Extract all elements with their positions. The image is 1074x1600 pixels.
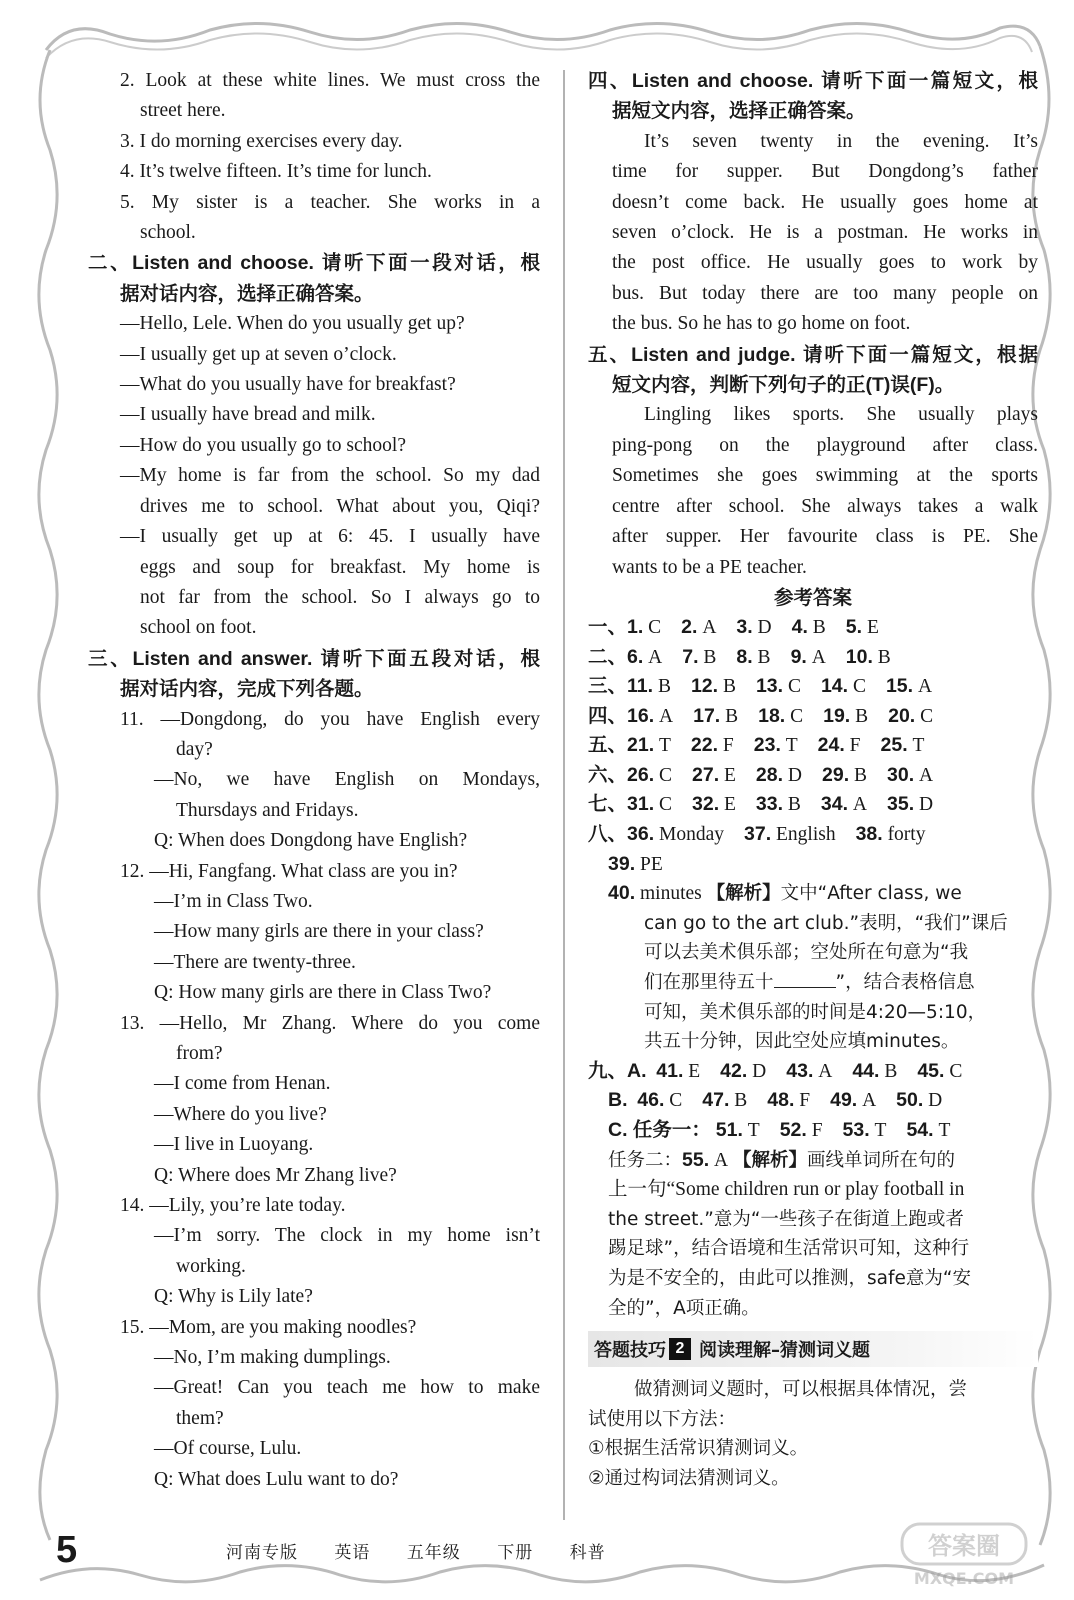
page-number: 5 [56, 1529, 78, 1571]
answer-number: 24. [817, 734, 845, 757]
answer-number: 16. [627, 704, 655, 727]
answer-number: 52. [779, 1119, 807, 1141]
question-line: Q: What does Lulu want to do? [154, 1468, 399, 1490]
answer-row [588, 643, 1038, 673]
section-heading: 据对话内容，完成下列各题。 [120, 678, 374, 701]
answer-number: 33. [755, 793, 784, 816]
question-line: —I come from Henan. [154, 1073, 331, 1095]
answer-value: B [855, 705, 869, 727]
question-line: Thursdays and Fridays. [176, 799, 359, 821]
answer-number: 30. [887, 763, 915, 786]
analysis-text: 文中“After class, we [780, 883, 962, 905]
question-line: 14. —Lily, you’re late today. [120, 1195, 346, 1217]
answer-number: 21. [627, 734, 655, 757]
answer-row-label: 一、 [588, 615, 628, 638]
answer-value: B [787, 794, 801, 816]
answer-row [588, 790, 1038, 820]
analysis-text: 可以去美术俱乐部；空处所在句意为“我 [644, 942, 969, 964]
answer-number: 11. [627, 675, 654, 698]
answer-number: 29. [822, 763, 850, 786]
answer-value: B [877, 646, 891, 668]
answer-value: T [912, 735, 925, 757]
answer-value: C [669, 1090, 683, 1112]
tips-line: 做猜测词义题时，可以根据具体情况，尝 [634, 1379, 968, 1401]
answer-40 [588, 879, 1038, 909]
answer-number: 12. [690, 675, 719, 698]
question-line: —I’m in Class Two. [154, 890, 313, 912]
answer-value: F [722, 735, 734, 757]
answer-number: 13. [755, 675, 784, 698]
dialogue-line: —My home is far from the school. So my dad [120, 465, 540, 487]
passage-line: seven o’clock. He is a postman. He works in [612, 222, 1038, 244]
answer-number: 36. [627, 823, 655, 846]
tips-line: ①根据生活常识猜测词义。 [588, 1438, 809, 1460]
answer-value: PE [639, 853, 663, 875]
answer-number: 5. [845, 615, 863, 638]
answer-row-label: 二、 [588, 645, 628, 668]
section-heading: 四、Listen and choose. 请听下面一篇短文，根 [588, 70, 1038, 92]
answer-value: D [918, 794, 934, 816]
passage-line: doesn’t come back. He usually goes home at [612, 191, 1038, 213]
answer-number: 53. [842, 1119, 870, 1141]
answer-value: A [918, 764, 934, 786]
answer-number: 31. [627, 793, 655, 816]
answer-value: D [928, 1090, 943, 1112]
answer-number: 4. [791, 615, 808, 638]
answer-number: 34. [820, 793, 849, 816]
answer-row-9a [588, 1057, 1038, 1087]
passage-line: wants to be a PE teacher. [612, 556, 807, 578]
question-line: Q: When does Dongdong have English? [154, 830, 468, 852]
answer-value: Monday [659, 824, 724, 846]
dialogue-line: —I usually get up at 6: 45. I usually have [120, 526, 540, 548]
footer-grade: 五年级 [406, 1543, 461, 1563]
answer-value: A [862, 1090, 877, 1112]
watermark-text: 答案圈 [928, 1532, 1000, 1560]
question-line: —Where do you live? [154, 1103, 327, 1125]
dialogue-line: eggs and soup for breakfast. My home is [140, 556, 540, 578]
answer-number: 38. [855, 823, 883, 846]
question-line: working. [176, 1255, 246, 1277]
passage-line: the post office. He usually goes to work by [612, 252, 1038, 274]
question-line: 11. —Dongdong, do you have English every [120, 708, 540, 730]
answer-value: B [657, 676, 671, 698]
answer-number: 22. [690, 734, 719, 757]
footer-edition: 河南专版 [226, 1543, 298, 1563]
answer-number: 15. [885, 675, 914, 698]
answer-value: E [866, 616, 879, 638]
question-line: —How many girls are there in your class? [154, 921, 484, 943]
answer-row [588, 613, 1038, 643]
analysis-text: 全的”，A项正确。 [608, 1297, 760, 1319]
section-heading: 五、Listen and judge. 请听下面一篇短文，根据 [588, 343, 1038, 366]
question-line: Q: How many girls are there in Class Two? [154, 982, 492, 1004]
question-line: 13. —Hello, Mr Zhang. Where do you come [120, 1012, 540, 1034]
task-label: 任务二： [608, 1149, 683, 1171]
dialogue-line: —I usually have bread and milk. [120, 404, 376, 426]
answer-number: 39. [608, 852, 636, 875]
answer-value: C [852, 676, 866, 698]
answer-number: 45. [917, 1059, 945, 1082]
watermark-logo [898, 1520, 1030, 1590]
answer-value: A [852, 794, 867, 816]
answer-number: 40. [608, 882, 636, 905]
watermark-url: MXQE.COM [913, 1569, 1015, 1588]
question-line: —No, I’m making dumplings. [154, 1347, 391, 1369]
answer-value: D [757, 616, 772, 638]
answer-row-9c [588, 1116, 1038, 1146]
answer-number: 50. [896, 1089, 924, 1112]
analysis-text: 可知，美术俱乐部的时间是4:20—5:10， [644, 1001, 987, 1023]
section-heading: 二、Listen and choose. 请听下面一段对话，根 [88, 252, 540, 275]
right-column [588, 66, 1038, 1494]
footer-subject: 英语 [334, 1543, 371, 1563]
answer-number: 55. [682, 1148, 710, 1171]
answer-value: B [853, 764, 867, 786]
text-line: street here. [140, 100, 226, 122]
passage-line: Lingling likes sports. She usually plays [644, 404, 1038, 426]
answer-row-label: 八、 [588, 823, 628, 846]
analysis-text: can go to the art club.”表明，“我们”课后 [644, 912, 1008, 934]
answer-value: C [920, 705, 934, 727]
section-heading: 据短文内容，选择正确答案。 [612, 100, 866, 123]
answer-row-label: 九、 [588, 1059, 628, 1082]
answer-number: 7. [682, 645, 699, 668]
question-line: —Of course, Lulu. [154, 1438, 302, 1460]
passage-line: Sometimes she goes swimming at the sports [612, 465, 1038, 487]
dialogue-line: —How do you usually go to school? [120, 434, 406, 456]
answer-value: C [659, 764, 673, 786]
answers-title: 参考答案 [773, 586, 852, 609]
dialogue-line: —What do you usually have for breakfast? [120, 374, 456, 396]
answer-row-label: 六、 [588, 763, 628, 786]
answer-number: 51. [715, 1119, 743, 1141]
answer-value: T [874, 1120, 887, 1141]
answer-number: 32. [692, 793, 720, 816]
answer-value: E [724, 764, 736, 786]
answer-number: 10. [845, 645, 873, 668]
answer-number: 2. [681, 615, 698, 638]
footer-publisher: 科普 [569, 1543, 606, 1563]
section-heading: 三、Listen and answer. 请听下面五段对话，根 [88, 647, 540, 670]
answer-value: F [811, 1120, 823, 1141]
answer-value: E [724, 794, 736, 816]
passage-line: after supper. Her favourite class is PE. She [612, 526, 1038, 548]
answer-number: 25. [880, 734, 908, 757]
answer-row-label: 四、 [588, 704, 628, 727]
answer-number: 23. [753, 734, 781, 757]
question-line: —No, we have English on Mondays, [154, 769, 540, 791]
text-line: school. [140, 222, 196, 244]
tips-label: 答题技巧 [594, 1340, 666, 1362]
answer-value: A [714, 1149, 729, 1171]
answer-value: B [734, 1090, 748, 1112]
tips-title: 阅读理解–猜测词义题 [699, 1340, 870, 1362]
question-line: —I live in Luoyang. [154, 1134, 314, 1156]
answer-row-9b [588, 1086, 1038, 1116]
analysis-text: 踢足球”，结合语境和生活常识可知，这种行 [608, 1238, 970, 1260]
dialogue-line: —Hello, Lele. When do you usually get up? [120, 313, 465, 335]
analysis-text: 画线单词所在句的 [806, 1149, 955, 1171]
question-line: —I’m sorry. The clock in my home isn’t [154, 1225, 540, 1247]
answer-value: T [938, 1120, 951, 1141]
question-line: —There are twenty-three. [154, 951, 356, 973]
answer-number: 48. [767, 1089, 795, 1112]
answer-value: A [811, 646, 826, 668]
answer-number: 35. [887, 793, 915, 816]
question-line: —Great! Can you teach me how to make [154, 1377, 540, 1399]
answer-number: 54. [906, 1119, 934, 1141]
answer-number: 37. [744, 823, 772, 846]
answer-value: A [659, 705, 674, 727]
answer-value: A [917, 676, 933, 698]
answer-value: English [775, 824, 836, 846]
answer-value: T [659, 735, 671, 757]
answer-number: 26. [627, 763, 655, 786]
text-line: 2. Look at these white lines. We must cross the [120, 70, 540, 91]
section-heading: 据对话内容，选择正确答案。 [120, 282, 374, 305]
answer-value: T [747, 1120, 760, 1141]
analysis-text: the street.”意为“一些孩子在街道上跑或者 [608, 1208, 964, 1230]
answer-number: 49. [830, 1089, 858, 1112]
answer-55 [588, 1146, 1038, 1176]
answer-number: 43. [786, 1059, 814, 1082]
answer-number: 19. [823, 704, 851, 727]
answer-value: minutes [639, 883, 702, 905]
answer-value: D [787, 764, 802, 786]
question-line: Q: Where does Mr Zhang live? [154, 1164, 397, 1186]
answer-value: C [648, 616, 662, 638]
answer-row [588, 761, 1038, 791]
dialogue-line: drives me to school. What about you, Qiqi? [140, 495, 540, 517]
answer-value: C [949, 1060, 963, 1082]
question-line: 15. —Mom, are you making noodles? [120, 1316, 417, 1338]
tips-line: 试使用以下方法： [588, 1408, 737, 1430]
answer-number: 8. [736, 645, 753, 668]
answer-value: B [725, 705, 739, 727]
footer-term: 下册 [497, 1543, 534, 1563]
answer-number: 42. [720, 1059, 748, 1082]
answer-sub-label: B. [608, 1089, 628, 1112]
analysis-tag: 【解析】 [706, 883, 781, 905]
section-heading: 短文内容，判断下列句子的正(T)误(F)。 [612, 374, 955, 397]
answer-value: B [884, 1060, 898, 1082]
text-line: 4. It’s twelve fifteen. It’s time for lunch. [120, 161, 432, 183]
answer-row [588, 702, 1038, 732]
tips-line: ②通过构词法猜测词义。 [588, 1467, 790, 1489]
dialogue-line: not far from the school. So I always go to [140, 586, 540, 608]
answer-value: C [790, 705, 804, 727]
dialogue-line: school on foot. [140, 617, 257, 639]
answer-value: B [757, 646, 771, 668]
answer-row [588, 731, 1038, 761]
page-footer [56, 1528, 1016, 1572]
answer-number: 1. [627, 615, 644, 638]
answer-row-8 [588, 820, 1038, 850]
answer-number: 20. [888, 704, 916, 727]
tips-header [588, 1331, 1038, 1367]
answer-row-8b [588, 850, 1038, 880]
answer-number: 9. [790, 645, 807, 668]
answer-number: 6. [627, 645, 644, 668]
analysis-text: ”，结合表格信息 [835, 972, 975, 994]
answer-rows [588, 613, 1038, 820]
answer-number: 3. [736, 615, 753, 638]
answer-value: F [849, 735, 861, 757]
answer-row [588, 672, 1038, 702]
answer-value: B [722, 676, 736, 698]
tips-body [588, 1375, 1038, 1493]
left-column [88, 66, 540, 1495]
answer-value: T [785, 735, 798, 757]
analysis-text: 为是不安全的，由此可以推测，safe意为“安 [608, 1267, 971, 1289]
answer-number: 46. [637, 1089, 665, 1112]
question-line: Q: Why is Lily late? [154, 1286, 313, 1308]
answer-row-label: 七、 [588, 793, 628, 816]
answer-value: E [688, 1060, 701, 1082]
answer-value: A [702, 616, 717, 638]
question-line: 12. —Hi, Fangfang. What class are you in? [120, 860, 458, 882]
answer-value: B [703, 646, 717, 668]
dialogue-line: —I usually get up at seven o’clock. [120, 343, 397, 365]
text-line: 5. My sister is a teacher. She works in a [120, 191, 540, 213]
answer-sub-label: A. [627, 1059, 647, 1082]
answer-number: 44. [852, 1059, 880, 1082]
answer-number: 14. [820, 675, 849, 698]
text-line: 3. I do morning exercises every day. [120, 130, 403, 152]
passage-line: bus. But today there are too many people on [612, 282, 1038, 304]
answer-number: 47. [702, 1089, 730, 1112]
question-line: from? [176, 1043, 223, 1064]
answer-value: A [648, 646, 663, 668]
answer-row-label: 三、 [588, 675, 628, 698]
passage-line: the bus. So he has to go home on foot. [612, 313, 911, 335]
passage-line: centre after school. She always takes a walk [612, 495, 1038, 517]
passage-line: It’s seven twenty in the evening. It’s [644, 130, 1038, 152]
answer-number: 17. [693, 704, 721, 727]
answer-value: C [787, 676, 801, 698]
passage-line: ping-pong on the playground after class. [612, 434, 1038, 456]
analysis-text: 共五十分钟，因此空处应填minutes。 [644, 1031, 960, 1053]
tips-number-badge: 2 [669, 1338, 691, 1360]
answer-number: 41. [656, 1059, 684, 1082]
passage-line: time for supper. But Dongdong’s father [612, 161, 1038, 183]
answer-value: forty [887, 824, 926, 846]
answer-row-label: 五、 [588, 734, 628, 757]
footer-info [226, 1538, 636, 1563]
analysis-text: 们在那里待五十 [644, 972, 774, 994]
analysis-text-with-blank [588, 968, 1038, 998]
answer-number: 27. [692, 763, 720, 786]
answer-value: D [752, 1060, 767, 1082]
question-line: day? [176, 738, 213, 760]
answer-value: A [818, 1060, 833, 1082]
answer-number: 18. [758, 704, 786, 727]
question-line: them? [176, 1407, 224, 1429]
answer-value: F [799, 1090, 811, 1112]
answer-value: B [812, 616, 826, 638]
answer-number: 28. [755, 763, 784, 786]
analysis-tag: 【解析】 [732, 1149, 807, 1171]
analysis-text: 上一句“Some children run or play football in [608, 1179, 965, 1201]
answer-sub-label: C. 任务一： [608, 1119, 711, 1141]
answer-value: C [659, 794, 673, 816]
answer-blank [774, 969, 836, 988]
